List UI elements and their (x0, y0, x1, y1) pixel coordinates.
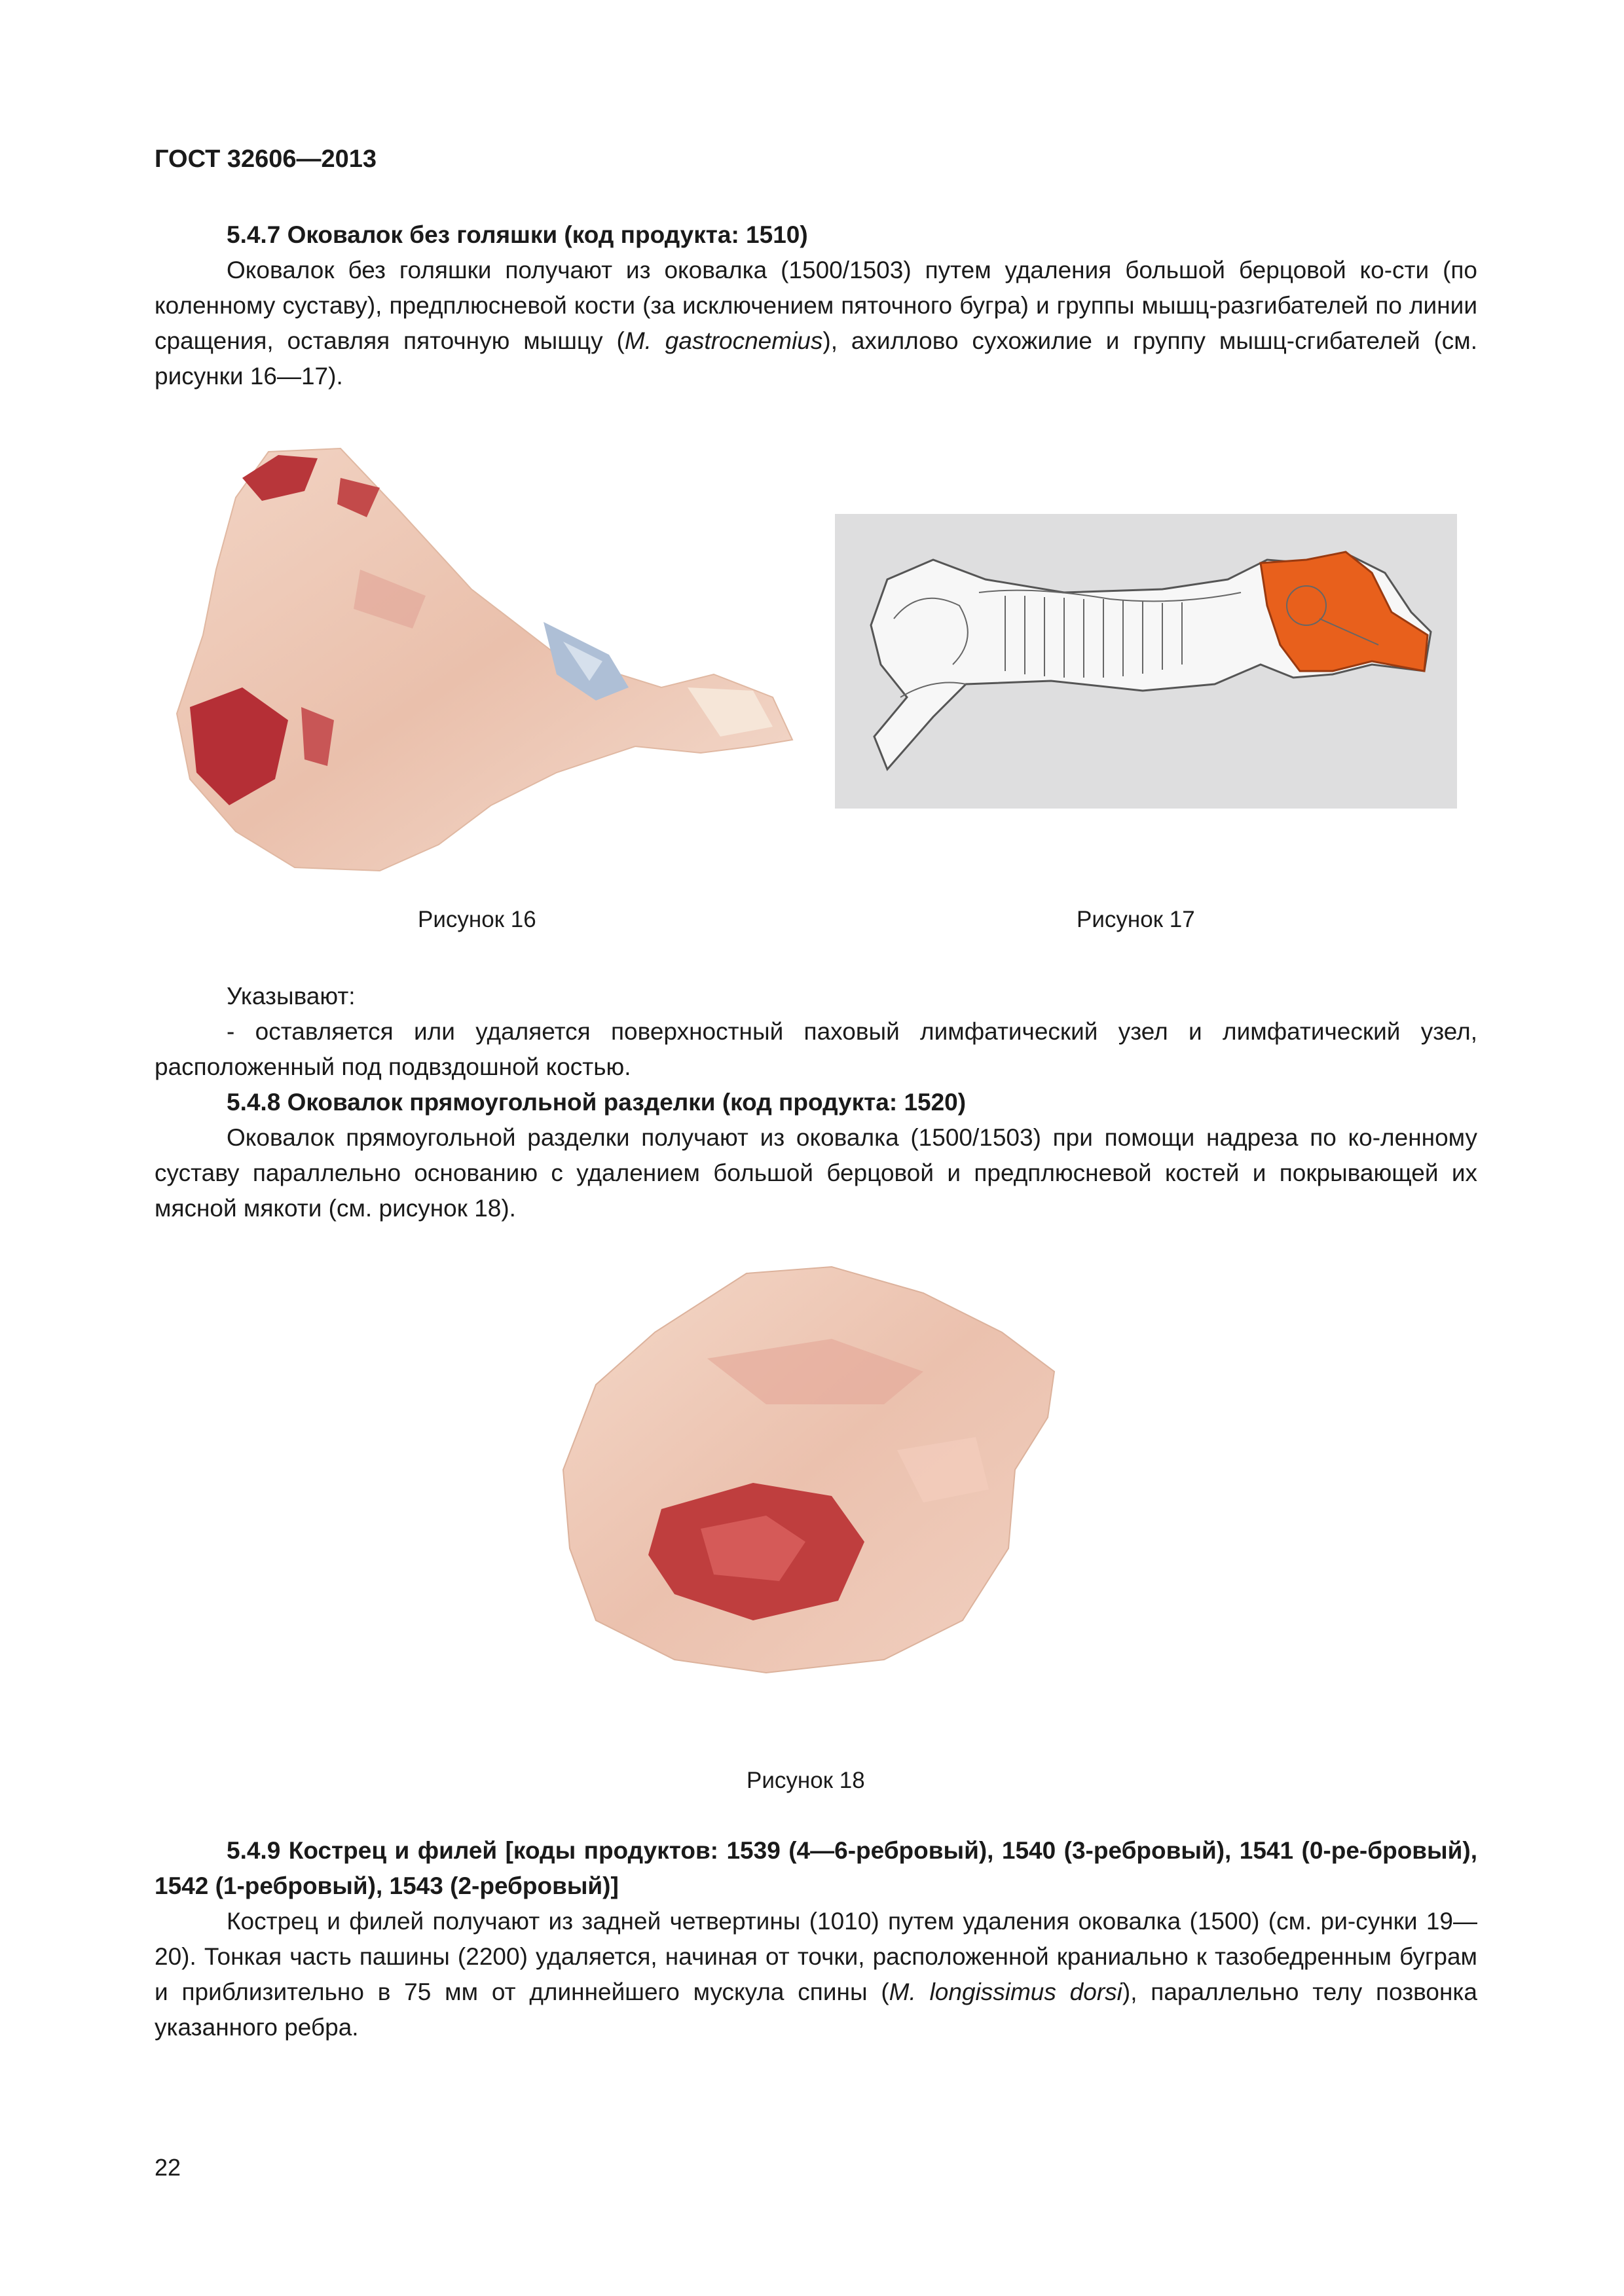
figure-16-caption: Рисунок 16 (418, 907, 536, 932)
section-5-4-7 (155, 217, 1477, 394)
document-header: ГОСТ 32606—2013 (155, 145, 377, 173)
page-number: 22 (155, 2154, 181, 2181)
indicate-block (155, 979, 1477, 1226)
section-heading: 5.4.7 Оковалок без голяшки (код продукта: 1510) (227, 221, 808, 248)
section-heading: 5.4.8 Оковалок прямоугольной разделки (код продукта: 1520) (227, 1089, 967, 1116)
section-body: Кострец и филей получают из задней четвертины (1010) путем удаления оковалка (1500) (см. ри-сунки 19—20). Тонкая часть пашины (2200) удаляется, начиная от точки, расположенной краниально к тазобедренным буграм и приблизительно в 75 мм от длиннейшего мускула спины (M. longissimus dorsi), параллельно телу позвонка указанного ребра. (155, 1908, 1478, 2041)
indicate-label: Указывают: (227, 983, 356, 1010)
indicate-item: - оставляется или удаляется поверхностный паховый лимфатический узел и лимфатический узел, расположенный под подвздошной костью. (155, 1018, 1477, 1080)
section-heading: 5.4.9 Кострец и филей [коды продуктов: 1539 (4—6-ребровый), 1540 (3-ребровый), 1541 (0-ре-бровый), 1542 (1-ребровый), 1543 (2-ребровый)] (155, 1837, 1477, 1899)
figure-17-caption: Рисунок 17 (1077, 907, 1195, 932)
figure-18-image (557, 1254, 1067, 1712)
section-body: Оковалок прямоугольной разделки получают из оковалка (1500/1503) при помощи надреза по ко-ленному суставу параллельно основанию с удалением большой берцовой и предплюсневой костей и покрывающей их мясной мякоти (см. рисунок 18). (155, 1124, 1477, 1222)
section-5-4-9 (155, 1833, 1477, 2045)
figure-18-caption: Рисунок 18 (747, 1768, 865, 1793)
section-body: Оковалок без голяшки получают из оковалка (1500/1503) путем удаления большой берцовой ко-сти (по коленному суставу), предплюсневой кости (за исключением пяточного бугра) и группы мышц-разгибателей по линии сращения, оставляя пяточную мышцу (M. gastrocnemius), ахиллово сухожилие и группу мышц-сгибателей (см. рисунки 16—17). (155, 257, 1477, 390)
figure-16-image (164, 439, 799, 884)
figure-17-diagram (835, 514, 1457, 809)
